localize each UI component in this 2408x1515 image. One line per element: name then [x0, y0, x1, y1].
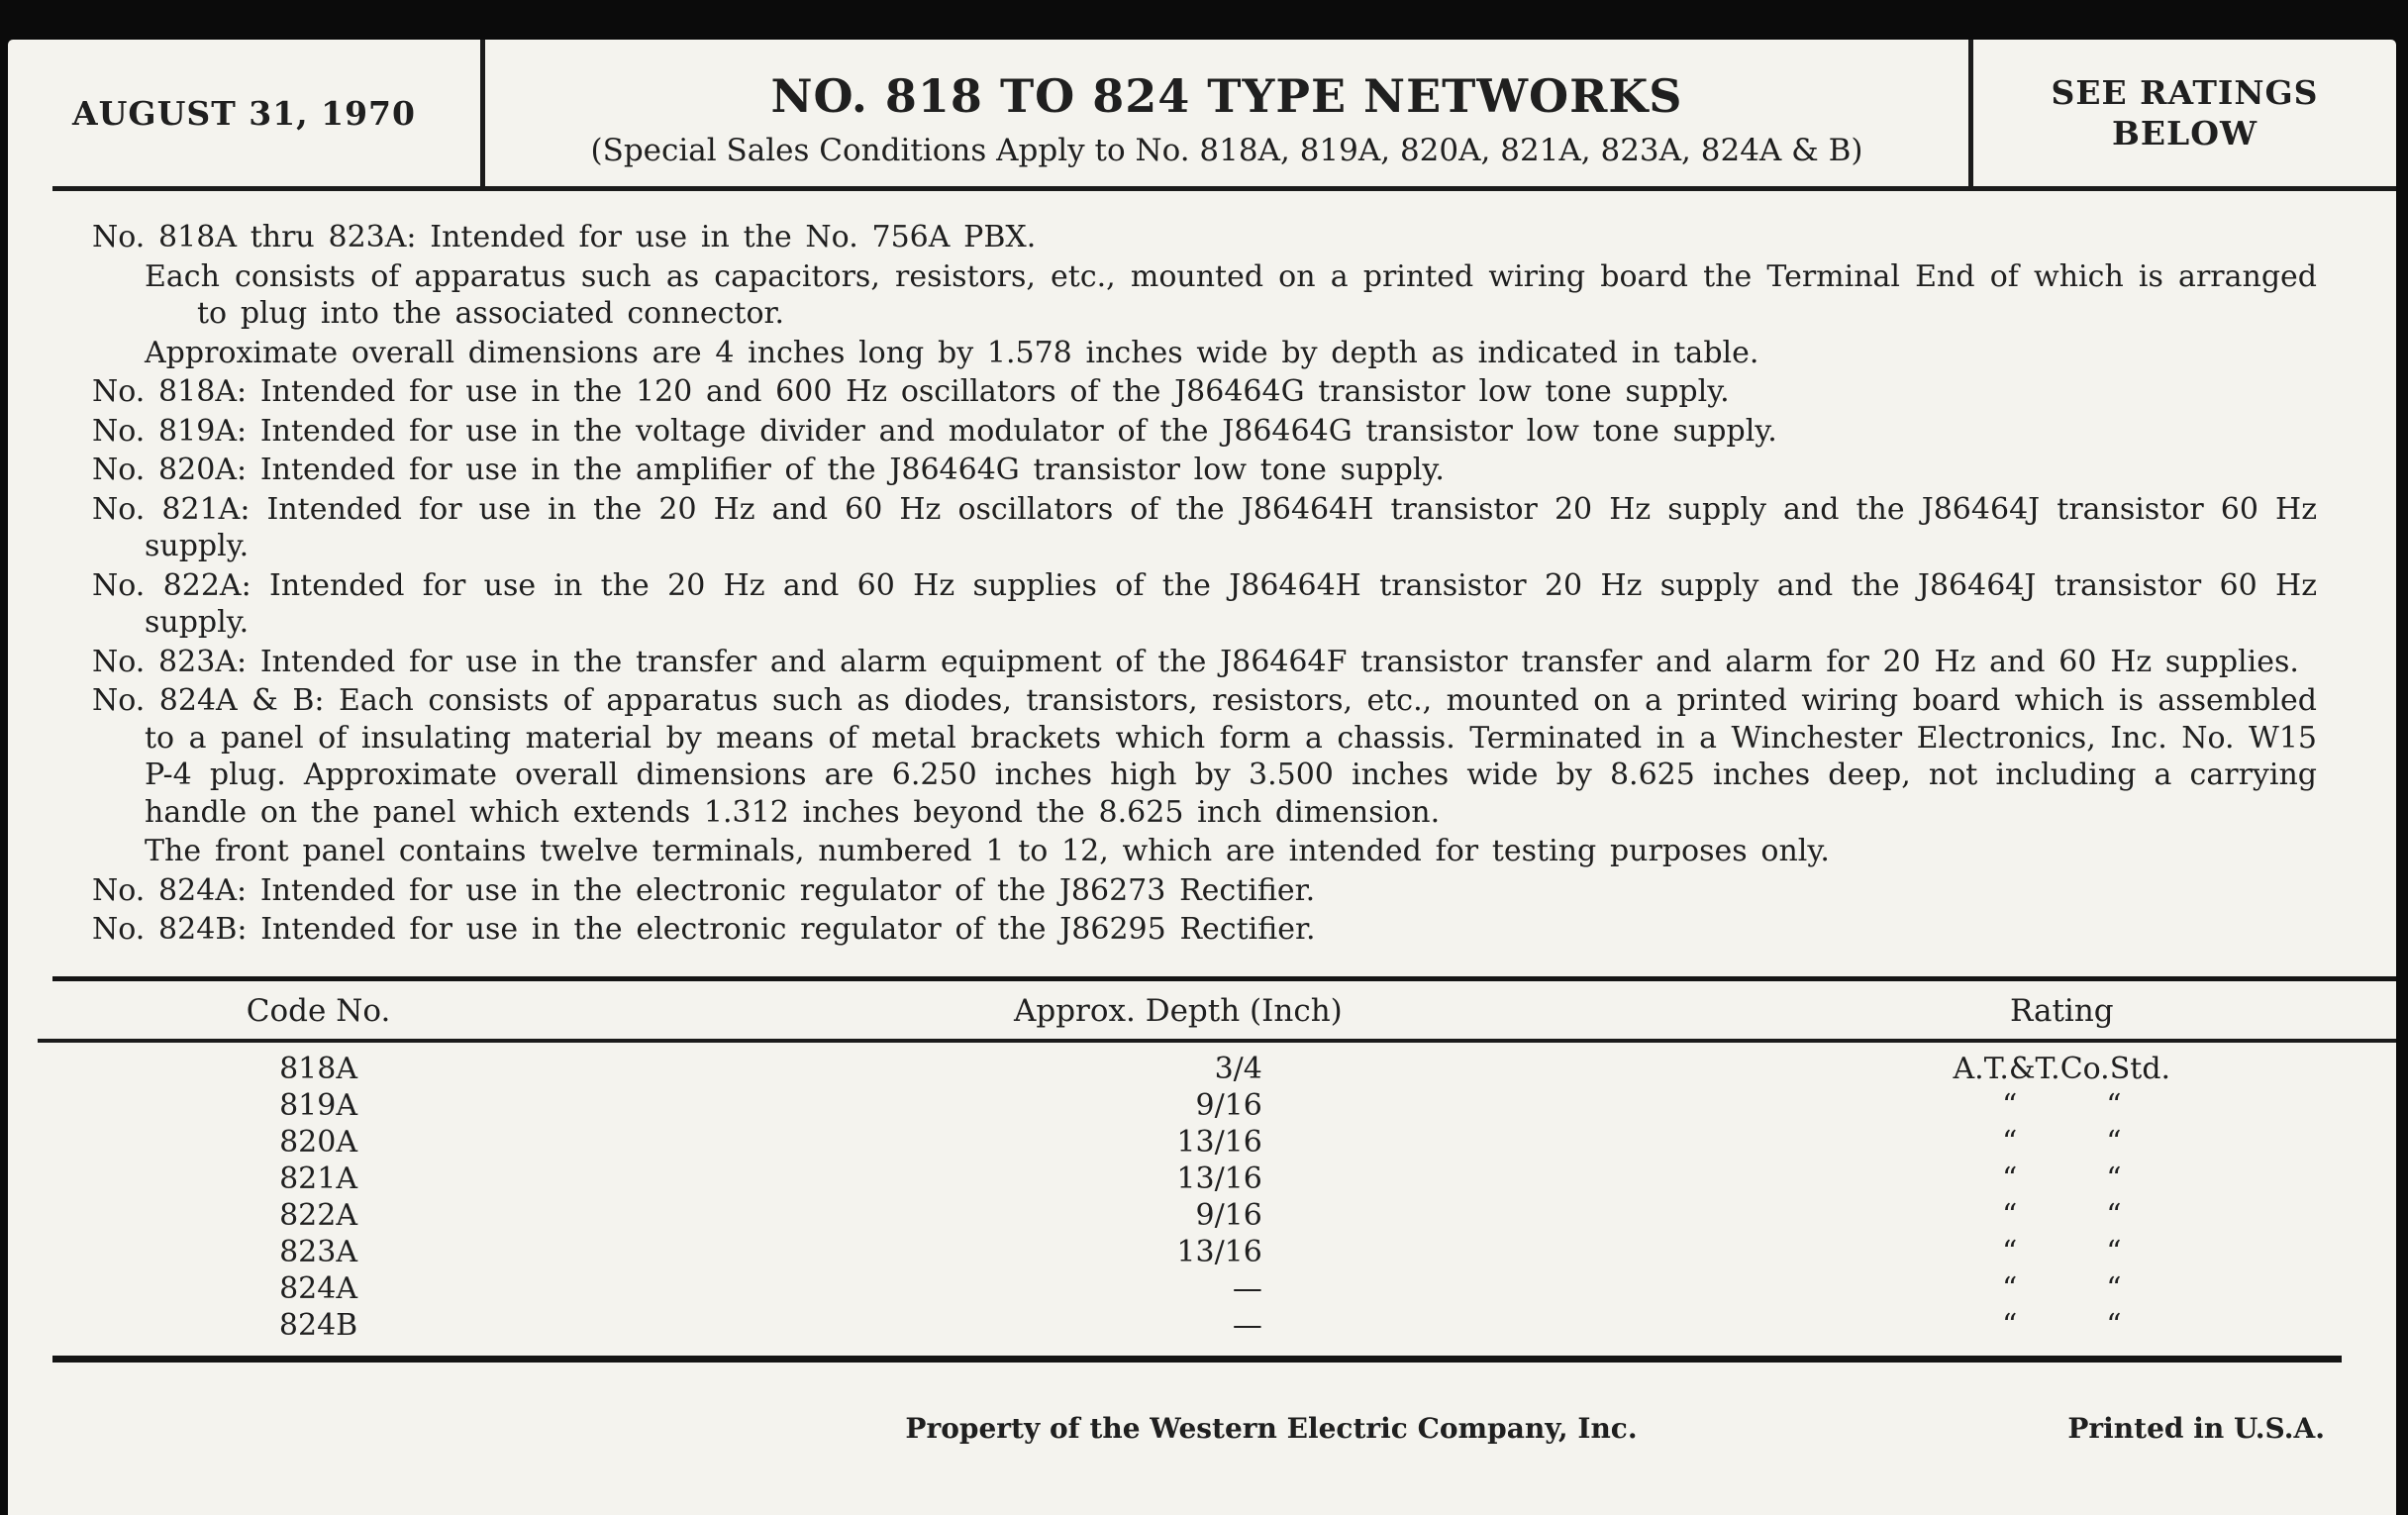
cell-depth: [629, 1271, 1728, 1306]
body-paragraph: No. 824A & B: Each consists of apparatus such as diodes, transistors, resistors, etc., mounted on a printed wiring board which is assembled to a panel of insulating material by means of metal brackets which form a chassis. Terminated in a Winchester Electronics, Inc. No. W15 P-4 plug. Approximate overall dimensions are 6.250 inches high by 3.500 inches wide by 8.625 inches deep, not including a carrying handle on the panel which extends 1.312 inches beyond the 8.625 inch dimension.: [92, 683, 2317, 830]
body-paragraph: No. 818A: Intended for use in the 120 and 600 Hz oscillators of the J86464G transistor low tone supply.: [92, 374, 1730, 409]
cell-depth-value: 13/16: [1176, 1234, 1262, 1269]
cell-rating-ditto: “ “: [2001, 1307, 2122, 1343]
table-header-row: [8, 981, 2396, 1039]
cell-rating-ditto: “ “: [2001, 1161, 2122, 1196]
table-row: [8, 1197, 2396, 1234]
page-title: NO. 818 TO 824 TYPE NETWORKS: [770, 69, 1683, 123]
cell-depth-value: 13/16: [1176, 1161, 1262, 1196]
cell-rating-ditto: “ “: [2001, 1087, 2122, 1123]
cell-rating-ditto: “ “: [2001, 1234, 2122, 1269]
body-paragraph: No. 820A: Intended for use in the amplifier of the J86464G transistor low tone supply.: [92, 453, 1445, 487]
table-body: [8, 1043, 2396, 1356]
ratings-note-line2: BELOW: [2111, 114, 2258, 152]
body-paragraph: Approximate overall dimensions are 4 inches long by 1.578 inches wide by depth as indicated in table.: [145, 335, 1759, 370]
table-row: [8, 1124, 2396, 1161]
cell-code: 824B: [278, 1307, 358, 1343]
cell-code: 824A: [279, 1270, 358, 1306]
cell-depth-value: 9/16: [1195, 1197, 1262, 1233]
body-paragraph: No. 821A: Intended for use in the 20 Hz and 60 Hz oscillators of the J86464H transistor 20 Hz supply and the J86464J transistor 60 Hz supply.: [92, 491, 2317, 563]
cell-rating: A.T.&T.Co.Std.: [1953, 1051, 2171, 1086]
cell-code: 819A: [279, 1087, 358, 1123]
body-paragraph: No. 822A: Intended for use in the 20 Hz and 60 Hz supplies of the J86464H transistor 20 Hz supply and the J86464J transistor 60 Hz supply.: [92, 567, 2317, 640]
body-paragraph: No. 824B: Intended for use in the electronic regulator of the J86295 Rectifier.: [92, 912, 1316, 947]
page-subtitle: (Special Sales Conditions Apply to No. 818A, 819A, 820A, 821A, 823A, 824A & B): [590, 133, 1863, 168]
cell-code: 820A: [279, 1124, 358, 1160]
cell-depth-value: 9/16: [1195, 1087, 1262, 1123]
body-paragraph: No. 824A: Intended for use in the electronic regulator of the J86273 Rectifier.: [92, 872, 1316, 908]
body-paragraph: Each consists of apparatus such as capacitors, resistors, etc., mounted on a printed wiring board the Terminal End of which is arranged to plug into the associated connector.: [145, 258, 2317, 331]
cell-depth-value: 13/16: [1176, 1124, 1262, 1160]
document-page: [8, 40, 2396, 1515]
table-header-depth: Approx. Depth (Inch): [1013, 992, 1343, 1029]
table-header-rating: Rating: [2009, 992, 2114, 1029]
cell-rating-ditto: “ “: [2001, 1124, 2122, 1160]
document-header: [8, 40, 2396, 186]
table-row: [8, 1234, 2396, 1270]
cell-depth: [629, 1162, 1728, 1196]
cell-depth: [629, 1308, 1728, 1343]
body-paragraph: No. 819A: Intended for use in the voltage divider and modulator of the J86464G transistor low tone supply.: [92, 413, 1777, 449]
table-row: [8, 1051, 2396, 1087]
cell-depth: [629, 1198, 1728, 1233]
cell-rating-ditto: “ “: [2001, 1270, 2122, 1306]
table-bottom-rule: [52, 1356, 2342, 1363]
cell-code: 823A: [279, 1234, 358, 1269]
cell-depth-value: 3/4: [1214, 1051, 1262, 1086]
cell-depth-value: —: [1232, 1307, 1262, 1343]
ratings-table: [8, 976, 2396, 1363]
table-row: [8, 1270, 2396, 1307]
table-row: [8, 1161, 2396, 1197]
body-paragraph: No. 818A thru 823A: Intended for use in the No. 756A PBX.: [92, 220, 1037, 254]
cell-rating-ditto: “ “: [2001, 1197, 2122, 1233]
cell-code: 818A: [279, 1051, 358, 1086]
header-title-block: [485, 40, 1968, 186]
ratings-note-line1: SEE RATINGS: [2051, 73, 2319, 112]
cell-depth: [629, 1235, 1728, 1269]
header-date: AUGUST 31, 1970: [8, 40, 485, 186]
document-footer: [8, 1412, 2396, 1445]
cell-depth-value: —: [1232, 1270, 1262, 1306]
body-paragraph: No. 823A: Intended for use in the transfer and alarm equipment of the J86464F transistor transfer and alarm for 20 Hz and 60 Hz supplies.: [92, 644, 2299, 679]
body-paragraph: The front panel contains twelve terminals, numbered 1 to 12, which are intended for testing purposes only.: [145, 834, 1830, 868]
cell-depth: [629, 1125, 1728, 1160]
ratings-note: [1968, 40, 2396, 186]
cell-code: 822A: [279, 1197, 358, 1233]
cell-code: 821A: [279, 1161, 358, 1196]
table-row: [8, 1087, 2396, 1124]
cell-depth: [629, 1088, 1728, 1123]
cell-depth: [629, 1052, 1728, 1086]
footer-property: Property of the Western Electric Company, Inc.: [905, 1411, 1638, 1445]
table-row: [8, 1307, 2396, 1344]
footer-printed: Printed in U.S.A.: [2067, 1411, 2325, 1445]
table-header-code: Code No.: [246, 992, 391, 1029]
document-body: [8, 191, 2396, 949]
